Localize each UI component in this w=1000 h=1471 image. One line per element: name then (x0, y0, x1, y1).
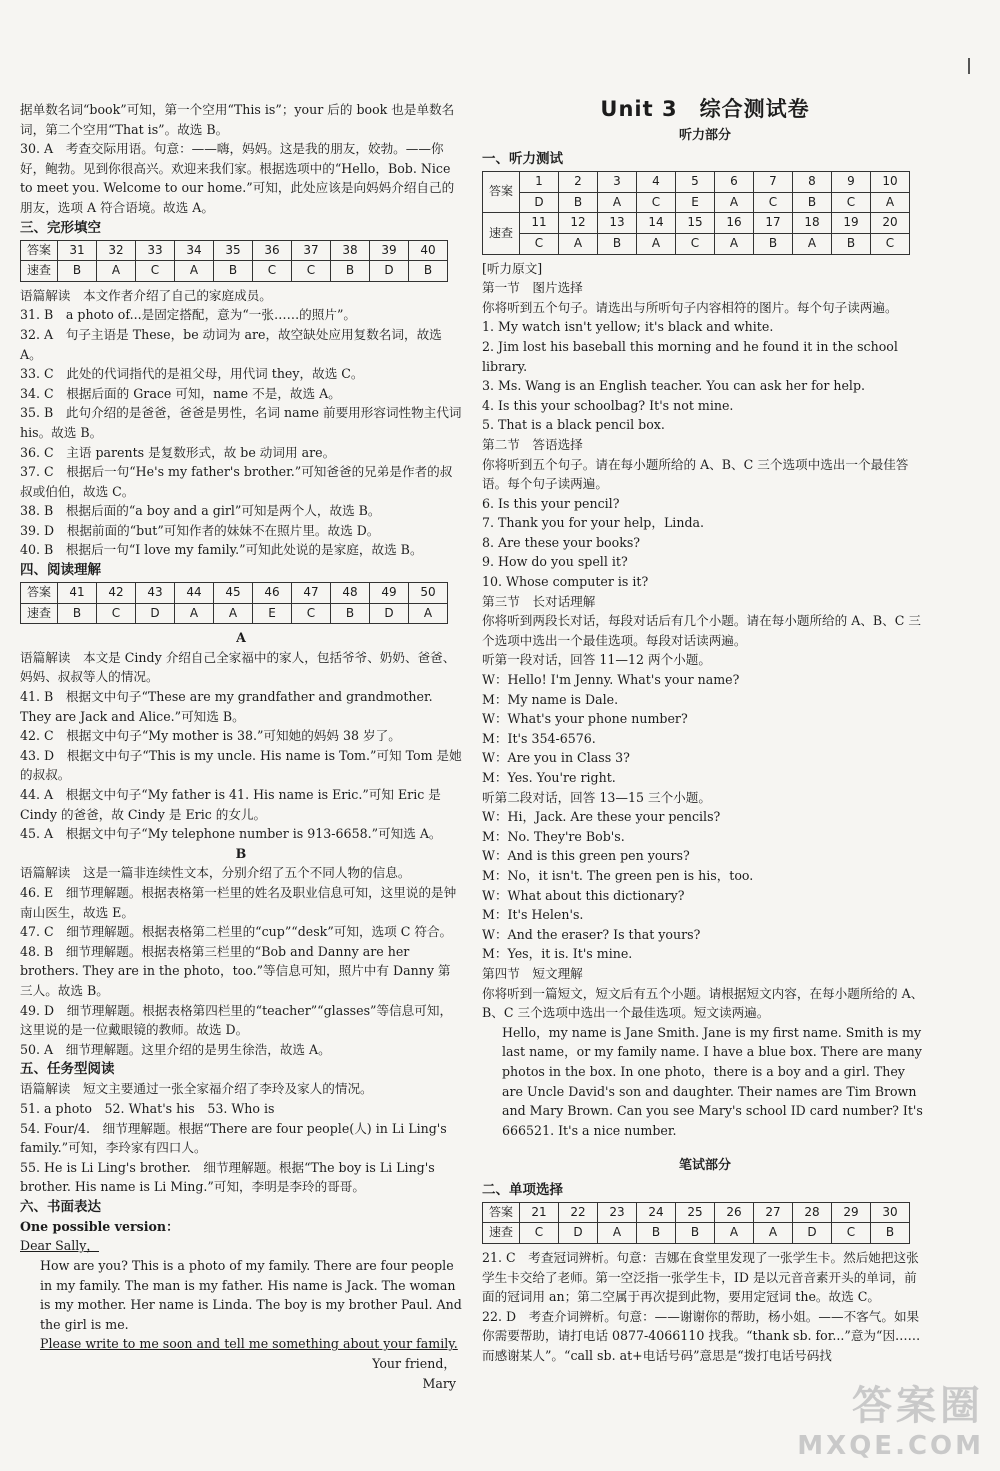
letter-greeting: Dear Sally， (20, 1238, 99, 1254)
answer-cell: A (175, 603, 214, 624)
q-number: 32 (97, 240, 136, 261)
section-heading-single-choice: 二、单项选择 (482, 1181, 563, 1198)
paragraph: 40. B 根据后一句“I love my family.”可知此处说的是家庭，故选 B。 (20, 542, 423, 558)
paragraph: 42. C 根据文中句子“My mother is 38.”可知她的妈妈 38 岁了。 (20, 728, 401, 744)
answer-cell: B (793, 192, 832, 213)
script-line: 2. Jim lost his baseball this morning and he found it in the school library. (482, 338, 898, 374)
dialogue-line: M：No. They're Bob's. (482, 828, 625, 844)
answer-cell: B (832, 233, 871, 254)
answer-cell: C (832, 192, 871, 213)
dialogue-line: M：It's 354-6576. (482, 730, 596, 746)
instruction: 听第一段对话，回答 11—12 两个小题。 (482, 652, 711, 668)
cloze-answer-table (20, 240, 448, 282)
single-choice-answer-table (482, 1202, 910, 1244)
paragraph: 47. C 细节理解题。根据表格第二栏里的“cup”“desk”可知，选项 C 符合。 (20, 924, 453, 940)
answer-cell: A (598, 192, 637, 213)
q-number: 30 (871, 1202, 910, 1223)
listening-answer-table (482, 171, 910, 254)
answer-cell: D (136, 603, 175, 624)
section-heading-cloze: 三、完形填空 (20, 219, 101, 236)
paragraph: 语篇解读 本文是 Cindy 介绍自己全家福中的家人，包括爷爷、奶奶、爸爸、妈妈、叔叔等人的情况。 (20, 649, 456, 685)
answer-cell: A (754, 1223, 793, 1244)
answer-cell: D (370, 603, 409, 624)
paragraph: 48. B 细节理解题。根据表格第三栏里的“Bob and Danny are her brothers. They are in the photo，too.”等信息可知，照片中有 Danny 第三人。故选 B。 (20, 943, 451, 998)
answer-cell: C (253, 261, 292, 282)
paragraph: 语篇解读 短文主要通过一张全家福介绍了李玲及家人的情况。 (20, 1081, 373, 1097)
paragraph: 43. D 根据文中句子“This is my uncle. His name is Tom.”可知 Tom 是她的叔叔。 (20, 747, 462, 783)
table-header: 速查 (21, 603, 58, 624)
q-number: 34 (175, 240, 214, 261)
answer-cell: C (637, 192, 676, 213)
q-number: 3 (598, 172, 637, 193)
paragraph: 32. A 句子主语是 These，be 动词为 are，故空缺处应用复数名词，故选 A。 (20, 326, 442, 362)
paragraph: 36. C 主语 parents 是复数形式，故 be 动词用 are。 (20, 444, 336, 460)
q-number: 21 (520, 1202, 559, 1223)
q-number: 37 (292, 240, 331, 261)
table-header: 答案 (483, 172, 520, 213)
q-number: 46 (253, 583, 292, 604)
table-header: 速查 (483, 1223, 520, 1244)
answer-cell: C (292, 603, 331, 624)
q-number: 17 (754, 213, 793, 234)
script-line: 5. That is a black pencil box. (482, 417, 665, 433)
table-header: 答案 (21, 583, 58, 604)
subsection-heading: 第四节 短文理解 (482, 965, 583, 981)
answer-cell: A (409, 603, 448, 624)
answer-cell: A (715, 1223, 754, 1244)
watermark-url: MXQE.COM (797, 1431, 984, 1461)
dialogue-line: M：Yes. You're right. (482, 770, 616, 785)
dialogue-line: W：Are you in Class 3? (482, 750, 630, 766)
paragraph: 55. He is Li Ling's brother. 细节理解题。根据“The boy is Li Ling's brother. His name is Li Ming.”可知，李明是李玲的哥哥。 (20, 1159, 435, 1195)
section-heading-reading: 四、阅读理解 (20, 562, 101, 579)
q-number: 43 (136, 583, 175, 604)
q-number: 11 (520, 213, 559, 234)
paragraph: 54. Four/4. 细节理解题。根据“There are four people(人) in Li Ling's family.”可知，李玲家有四口人。 (20, 1120, 447, 1156)
q-number: 5 (676, 172, 715, 193)
instruction: 听第二段对话，回答 13—15 三个小题。 (482, 789, 711, 805)
answer-cell: B (214, 261, 253, 282)
q-number: 4 (637, 172, 676, 193)
q-number: 29 (832, 1202, 871, 1223)
q-number: 35 (214, 240, 253, 261)
paragraph: 37. C 根据后一句“He's my father's brother.”可知爸爸的兄弟是作者的叔叔或伯伯，故选 C。 (20, 464, 453, 499)
paragraph: 22. D 考查介词辨析。句意：——谢谢你的帮助，杨小姐。——不客气。如果你需要帮助，请打电话 0877-4066110 找我。“thank sb. for...”意为“因……而感谢某人”。“call sb. at+电话号码”意思是“拨打电话号码找 (482, 1308, 921, 1364)
answer-cell: A (214, 603, 253, 624)
answer-cell: C (97, 603, 136, 624)
dialogue-line: W：Hi，Jack. Are these your pencils? (482, 809, 721, 825)
section-heading-task-reading: 五、任务型阅读 (20, 1061, 115, 1078)
q-number: 36 (253, 240, 292, 261)
dialogue-line: M：No，it isn't. The green pen is his，too. (482, 867, 754, 883)
answer-cell: A (637, 233, 676, 254)
paragraph: 35. B 此句介绍的是爸爸，爸爸是男性，名词 name 前要用形容词性物主代词 his。故选 B。 (20, 405, 462, 440)
q-number: 50 (409, 583, 448, 604)
subsection-heading: 第三节 长对话理解 (482, 593, 596, 609)
answer-cell: C (520, 233, 559, 254)
q-number: 23 (598, 1202, 637, 1223)
answer-cell: C (292, 261, 331, 282)
q-number: 49 (370, 583, 409, 604)
answer-cell: B (58, 261, 97, 282)
answer-cell: A (559, 233, 598, 254)
q-number: 41 (58, 583, 97, 604)
answer-cell: A (715, 192, 754, 213)
page-title: Unit 3 综合测试卷 (600, 97, 810, 121)
answer-cell: B (637, 1223, 676, 1244)
letter-signature: Mary (422, 1375, 456, 1391)
answer-cell: C (871, 233, 910, 254)
answer-cell: D (520, 192, 559, 213)
q-number: 39 (370, 240, 409, 261)
passage-label-a: A (236, 630, 246, 646)
q-number: 8 (793, 172, 832, 193)
dialogue-line: W：And the eraser? Is that yours? (482, 926, 701, 942)
section-heading-writing: 六、书面表达 (20, 1198, 101, 1215)
script-line: 4. Is this your schoolbag? It's not mine. (482, 397, 734, 413)
q-number: 42 (97, 583, 136, 604)
letter-body: How are you? This is a photo of my family. There are four people in my family. The man is my father. His name is Jack. The woman is my mother. Her name is Linda. The boy is my brother Paul. And the girl is me. (40, 1258, 462, 1332)
answer-30: 30. A 考查交际用语。句意：——嗨，妈妈。这是我的朋友，姣勃。——你好，鲍勃。见到你很高兴。欢迎来我们家。根据选项中的“Hello，Bob. Nice to meet you. Welcome to our home.”可知，此处应该是向妈妈介绍自己的朋友，选项 A 符合语境。故选 A。 (20, 141, 455, 215)
instruction: 你将听到两段长对话，每段对话后有几个小题。请在每小题所给的 A、B、C 三个选项中选出一个最佳选项。每段对话读两遍。 (482, 613, 921, 648)
answer-cell: A (97, 261, 136, 282)
dialogue-line: M：Yes，it is. It's mine. (482, 946, 633, 962)
paragraph: 39. D 根据前面的“but”可知作者的妹妹不在照片里。故选 D。 (20, 522, 380, 538)
dialogue-line: W：And is this green pen yours? (482, 848, 690, 864)
paragraph: 38. B 根据后面的“a boy and a girl”可知是两个人，故选 B。 (20, 503, 381, 519)
answer-cell: B (331, 261, 370, 282)
q-number: 26 (715, 1202, 754, 1223)
q-number: 28 (793, 1202, 832, 1223)
table-header: 速查 (21, 261, 58, 282)
q-number: 20 (871, 213, 910, 234)
table-header: 答案 (21, 240, 58, 261)
instruction: 你将听到一篇短文，短文后有五个小题。请根据短文内容，在每小题所给的 A、B、C 三个选项中选出一个最佳选项。短文读两遍。 (482, 985, 924, 1021)
q-number: 48 (331, 583, 370, 604)
answer-cell: A (871, 192, 910, 213)
paragraph: 33. C 此处的代词指代的是祖父母，用代词 they，故选 C。 (20, 366, 364, 382)
paragraph: 41. B 根据文中句子“These are my grandfather and grandmother. They are Jack and Alice.”可知选 B。 (20, 689, 433, 724)
q-number: 13 (598, 213, 637, 234)
q-number: 16 (715, 213, 754, 234)
paragraph: 50. A 细节理解题。这里介绍的是男生徐浩，故选 A。 (20, 1041, 331, 1057)
right-column (482, 97, 928, 1366)
answer-cell: D (793, 1223, 832, 1244)
script-line: 1. My watch isn't yellow; it's black and white. (482, 319, 774, 335)
q-number: 27 (754, 1202, 793, 1223)
answer-cell: B (871, 1223, 910, 1244)
passage-label-b: B (235, 845, 247, 861)
q-number: 25 (676, 1202, 715, 1223)
listening-passage: Hello，my name is Jane Smith. Jane is my first name. Smith is my last name，or my family name. I have a blue box. There are many photos in the box. In one photo，there is a boy and a girl. They are Uncle David's son and daughter. Their names are Tim Brown and Mary Brown. Can you see Mary's school ID card number? It's 666521. It's a nice number. (502, 1024, 923, 1138)
subsection-heading: 第二节 答语选择 (482, 436, 583, 452)
paragraph: 51. a photo 52. What's his 53. Who is (20, 1100, 275, 1116)
answer-cell: A (793, 233, 832, 254)
script-line: 6. Is this your pencil? (482, 495, 620, 511)
q-number: 38 (331, 240, 370, 261)
subsection-heading: 第一节 图片选择 (482, 280, 583, 296)
q-number: 7 (754, 172, 793, 193)
dialogue-line: W：What about this dictionary? (482, 887, 685, 903)
q-number: 33 (136, 240, 175, 261)
q-number: 24 (637, 1202, 676, 1223)
q-number: 6 (715, 172, 754, 193)
script-line: 7. Thank you for your help，Linda. (482, 515, 705, 531)
paragraph: 34. C 根据后面的 Grace 可知，name 不是，故选 A。 (20, 385, 341, 401)
left-column (20, 100, 462, 1393)
q-number: 45 (214, 583, 253, 604)
answer-cell: C (136, 261, 175, 282)
possible-version-label: One possible version： (20, 1218, 179, 1234)
answer-cell: D (559, 1223, 598, 1244)
listening-part-heading: 听力部分 (678, 127, 731, 143)
q-number: 9 (832, 172, 871, 193)
answer-cell: B (676, 1223, 715, 1244)
q-number: 10 (871, 172, 910, 193)
table-header: 答案 (483, 1202, 520, 1223)
instruction: 你将听到五个句子。请选出与所听句子内容相符的图片。每个句子读两遍。 (482, 299, 898, 315)
paragraph: 45. A 根据文中句子“My telephone number is 913-6658.”可知选 A。 (20, 826, 442, 842)
reading-answer-table (20, 582, 448, 624)
dialogue-line: M：My name is Dale. (482, 691, 619, 707)
q-number: 14 (637, 213, 676, 234)
paragraph: 语篇解读 这是一篇非连续性文本，分别介绍了五个不同人物的信息。 (20, 865, 411, 881)
paragraph: 49. D 细节理解题。根据表格第四栏里的“teacher”“glasses”等信息可知，这里说的是一位戴眼镜的教师。故选 D。 (20, 1002, 453, 1038)
script-line: 3. Ms. Wang is an English teacher. You can ask her for help. (482, 378, 866, 394)
page-edge-mark (968, 58, 970, 74)
answer-cell: A (715, 233, 754, 254)
watermark-logo-text: 答案圈 (852, 1383, 984, 1429)
dialogue-line: W：What's your phone number? (482, 711, 688, 727)
watermark (797, 1374, 984, 1461)
letter-closing: Please write to me soon and tell me something about your family. (40, 1336, 458, 1352)
script-label: [听力原文] (482, 260, 543, 276)
q-number: 15 (676, 213, 715, 234)
instruction: 你将听到五个句子。请在每小题所给的 A、B、C 三个选项中选出一个最佳答语。每个句子读两遍。 (482, 456, 909, 492)
paragraph: 31. B a photo of...是固定搭配，意为“一张……的照片”。 (20, 307, 356, 323)
table-header: 速查 (483, 213, 520, 254)
answer-cell: B (331, 603, 370, 624)
answer-cell: C (520, 1223, 559, 1244)
written-part-heading: 笔试部分 (678, 1158, 731, 1174)
paragraph: 据单数名词“book”可知，第一个空用“This is”；your 后的 book 也是单数名词，第二个空用“That is”。故选 B。 (20, 102, 455, 137)
answer-cell: C (676, 233, 715, 254)
answer-cell: C (832, 1223, 871, 1244)
answer-cell: B (598, 233, 637, 254)
q-number: 47 (292, 583, 331, 604)
script-line: 8. Are these your books? (482, 534, 641, 550)
answer-cell: E (676, 192, 715, 213)
answer-cell: B (559, 192, 598, 213)
answer-cell: B (409, 261, 448, 282)
q-number: 1 (520, 172, 559, 193)
dialogue-line: W：Hello! I'm Jenny. What's your name? (482, 672, 740, 688)
letter-sign-off: Your friend， (372, 1356, 456, 1372)
dialogue-line: M：It's Helen's. (482, 907, 584, 923)
answer-cell: A (598, 1223, 637, 1244)
q-number: 44 (175, 583, 214, 604)
script-line: 9. How do you spell it? (482, 554, 628, 570)
paragraph: 21. C 考查冠词辨析。句意：吉娜在食堂里发现了一张学生卡。然后她把这张学生卡交给了老师。第一空泛指一张学生卡，ID 是以元音音素开头的单词，前面的冠词用 an；第二空属于再次提到此物，要用定冠词 the。故选 C。 (482, 1250, 919, 1305)
q-number: 12 (559, 213, 598, 234)
answer-cell: B (754, 233, 793, 254)
answer-cell: A (175, 261, 214, 282)
answer-cell: B (58, 603, 97, 624)
paragraph: 44. A 根据文中句子“My father is 41. His name is Eric.”可知 Eric 是 Cindy 的爸爸，故 Cindy 是 Eric 的女儿。 (20, 787, 441, 822)
answer-cell: E (253, 603, 292, 624)
q-number: 19 (832, 213, 871, 234)
q-number: 22 (559, 1202, 598, 1223)
q-number: 40 (409, 240, 448, 261)
section-heading-listening: 一、听力测试 (482, 151, 563, 168)
script-line: 10. Whose computer is it? (482, 574, 649, 590)
paragraph: 46. E 细节理解题。根据表格第一栏里的姓名及职业信息可知，这里说的是钟南山医生，故选 E。 (20, 884, 457, 920)
q-number: 2 (559, 172, 598, 193)
paragraph: 语篇解读 本文作者介绍了自己的家庭成员。 (20, 287, 272, 303)
answer-cell: C (754, 192, 793, 213)
q-number: 31 (58, 240, 97, 261)
q-number: 18 (793, 213, 832, 234)
answer-cell: D (370, 261, 409, 282)
